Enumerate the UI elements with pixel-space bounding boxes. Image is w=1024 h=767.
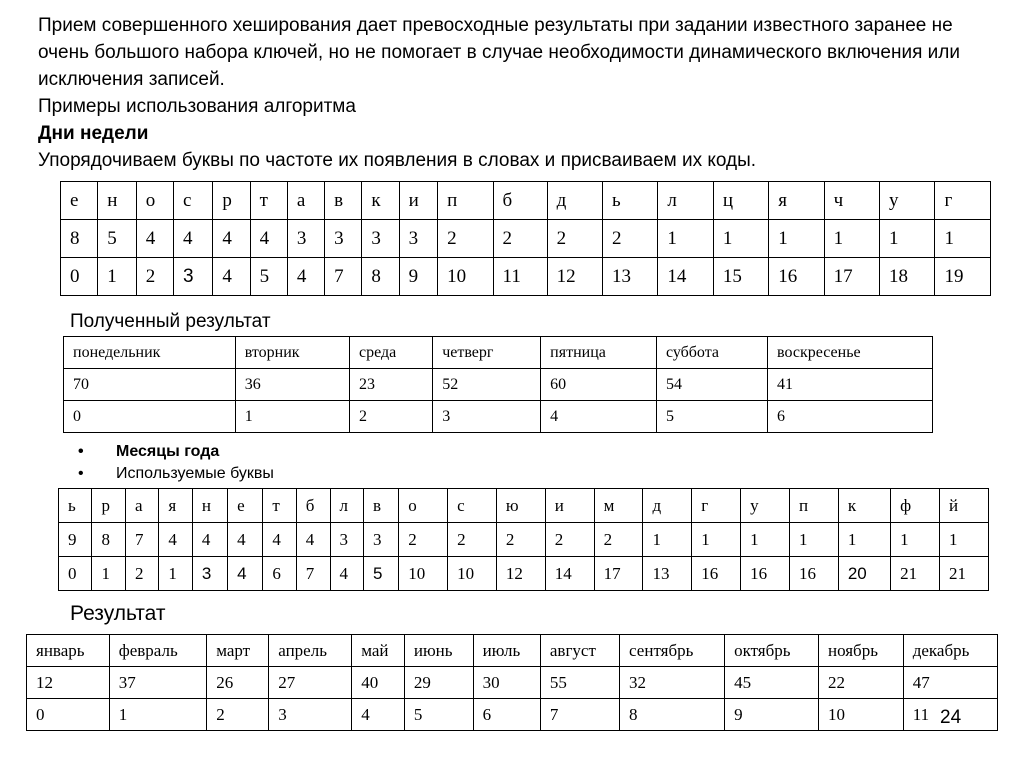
table-cell: 3 [364,523,399,557]
table-cell: 1 [838,523,890,557]
table-cell: июль [473,635,540,667]
table-cell: 5 [364,557,399,591]
table-cell: 3 [192,557,227,591]
table-cell: 60 [541,369,657,401]
table-cell: 9 [725,699,819,731]
bullet-used-letters: • Используемые буквы [78,463,274,485]
table-cell: 4 [228,523,263,557]
table-cell: 7 [540,699,619,731]
table-cell: 54 [656,369,767,401]
intro-text [38,12,998,174]
table-cell: 4 [159,523,192,557]
weekday-result-caption: Полученный результат [70,311,271,332]
bullet-list [78,441,274,485]
table-cell: понедельник [64,337,236,369]
table-cell: 2 [545,523,594,557]
table-cell: а [125,489,158,523]
table-cell: 12 [496,557,545,591]
table-cell: 4 [541,401,657,433]
table-cell: н [98,182,137,220]
table-cell: 0 [59,557,92,591]
table-cell: я [159,489,192,523]
table-cell: 1 [769,220,824,258]
table-cell: 19 [935,258,991,296]
table-cell: я [769,182,824,220]
table-cell: 18 [880,258,935,296]
table-cell: б [493,182,547,220]
table-cell: 2 [399,523,448,557]
table-cell: 2 [438,220,493,258]
table-cell: у [880,182,935,220]
table-cell: 4 [213,220,250,258]
table-cell: 0 [64,401,236,433]
table-cell: январь [27,635,110,667]
table-cell: 37 [109,667,207,699]
table-cell: 3 [362,220,399,258]
table-cell: д [547,182,602,220]
table-cell: и [545,489,594,523]
table-cell: г [935,182,991,220]
table-cell: ь [603,182,658,220]
table-cell: 14 [658,258,713,296]
weekdays-heading: Дни недели [38,123,149,144]
table-cell: 36 [235,369,349,401]
code-row [59,557,989,591]
index-row [27,699,998,731]
table-cell: воскресенье [768,337,933,369]
table-cell: 3 [287,220,324,258]
table-cell: 1 [741,523,790,557]
table-cell: 5 [656,401,767,433]
table-cell: апрель [269,635,352,667]
table-cell: 32 [620,667,725,699]
table-cell: 4 [263,523,296,557]
month-name-row [27,635,998,667]
table-cell: 2 [594,523,643,557]
examples-heading: Примеры использования алгоритма [38,96,356,117]
table-cell: 55 [540,667,619,699]
index-row [64,401,933,433]
table-cell: 1 [935,220,991,258]
month-letter-table [58,488,989,591]
table-cell: 6 [263,557,296,591]
table-cell: октябрь [725,635,819,667]
table-cell: 7 [296,557,330,591]
weekday-letter-table [60,181,991,296]
table-cell: 16 [741,557,790,591]
table-cell: к [838,489,890,523]
table-cell: в [364,489,399,523]
table-cell: 4 [330,557,363,591]
table-cell: 4 [213,258,250,296]
table-cell: 7 [325,258,362,296]
ordering-description: Упорядочиваем буквы по частоте их появления в словах и присваиваем их коды. [38,150,757,171]
table-cell: е [61,182,98,220]
table-cell: 1 [159,557,192,591]
table-cell: 2 [547,220,602,258]
table-cell: 2 [603,220,658,258]
table-cell: март [207,635,269,667]
table-cell: февраль [109,635,207,667]
month-result-table [26,634,998,731]
table-cell: 21 [939,557,988,591]
table-cell: 1 [824,220,879,258]
table-cell: 10 [448,557,497,591]
table-cell: вторник [235,337,349,369]
table-cell: суббота [656,337,767,369]
table-cell: 1 [891,523,940,557]
table-cell: 2 [125,557,158,591]
table-cell: август [540,635,619,667]
table-cell: 3 [433,401,541,433]
table-cell: к [362,182,399,220]
table-cell: 4 [174,220,213,258]
table-cell: 3 [330,523,363,557]
table-cell: н [192,489,227,523]
table-cell: 4 [250,220,287,258]
table-cell: среда [349,337,432,369]
frequency-row [59,523,989,557]
table-cell: 70 [64,369,236,401]
table-cell: 17 [824,258,879,296]
table-cell: 8 [61,220,98,258]
table-cell: декабрь [903,635,997,667]
table-cell: 4 [287,258,324,296]
table-cell: 27 [269,667,352,699]
table-cell: 4 [352,699,405,731]
table-cell: ь [59,489,92,523]
table-cell: 45 [725,667,819,699]
table-cell: 16 [769,258,824,296]
bullet-months: • Месяцы года [78,441,274,463]
table-cell: ноябрь [818,635,903,667]
table-cell: 2 [448,523,497,557]
table-cell: ф [891,489,940,523]
table-cell: 14 [545,557,594,591]
table-cell: 4 [136,220,173,258]
table-cell: 1 [109,699,207,731]
table-cell: 52 [433,369,541,401]
table-cell: с [174,182,213,220]
table-cell: 3 [325,220,362,258]
table-cell: е [228,489,263,523]
table-cell: 1 [643,523,692,557]
table-cell: 13 [643,557,692,591]
table-cell: 1 [692,523,741,557]
table-cell: 8 [620,699,725,731]
table-cell: 1 [880,220,935,258]
table-cell: п [438,182,493,220]
table-cell: 3 [399,220,438,258]
table-cell: 8 [92,523,125,557]
table-cell: 12 [547,258,602,296]
table-cell: 2 [136,258,173,296]
table-cell: 2 [207,699,269,731]
table-cell: л [330,489,363,523]
table-cell: 10 [399,557,448,591]
table-cell: 9 [399,258,438,296]
table-cell: 20 [838,557,890,591]
table-cell: ю [496,489,545,523]
table-cell: 10 [438,258,493,296]
table-cell: 3 [174,258,213,296]
table-cell: 22 [818,667,903,699]
table-cell: р [213,182,250,220]
table-cell: 2 [493,220,547,258]
table-cell: т [250,182,287,220]
table-cell: ц [713,182,768,220]
table-cell: 41 [768,369,933,401]
table-cell: д [643,489,692,523]
table-cell: 1 [235,401,349,433]
table-cell: 26 [207,667,269,699]
table-cell: 11 [903,699,997,731]
table-cell: г [692,489,741,523]
sum-row [27,667,998,699]
table-cell: 0 [61,258,98,296]
sum-row [64,369,933,401]
table-cell: 40 [352,667,405,699]
table-cell: четверг [433,337,541,369]
table-cell: 16 [789,557,838,591]
table-cell: 4 [228,557,263,591]
table-cell: 8 [362,258,399,296]
table-cell: т [263,489,296,523]
table-cell: о [399,489,448,523]
table-cell: 4 [192,523,227,557]
table-cell: 1 [713,220,768,258]
table-cell: 2 [496,523,545,557]
table-cell: 1 [789,523,838,557]
weekday-result-table [63,336,933,433]
table-cell: 15 [713,258,768,296]
table-cell: й [939,489,988,523]
table-cell: л [658,182,713,220]
table-cell: 1 [98,258,137,296]
table-cell: май [352,635,405,667]
day-name-row [64,337,933,369]
table-cell: 1 [92,557,125,591]
table-cell: 5 [98,220,137,258]
table-cell: б [296,489,330,523]
table-cell: м [594,489,643,523]
table-cell: и [399,182,438,220]
page-number: 24 [940,707,962,728]
table-cell: 2 [349,401,432,433]
table-cell: 1 [939,523,988,557]
table-cell: ч [824,182,879,220]
table-cell: 5 [404,699,473,731]
table-cell: июнь [404,635,473,667]
table-cell: 30 [473,667,540,699]
table-cell: 13 [603,258,658,296]
table-cell: 17 [594,557,643,591]
intro-paragraph: Прием совершенного хеширования дает превосходные результаты при задании известного заранее не очень большого набора ключей, но не помогает в случае необходимости динамического включения или исключения записей. [38,15,960,90]
table-cell: 10 [818,699,903,731]
table-cell: 0 [27,699,110,731]
table-cell: а [287,182,324,220]
table-cell: 12 [27,667,110,699]
table-cell: 9 [59,523,92,557]
letter-row [59,489,989,523]
table-cell: 6 [768,401,933,433]
table-cell: пятница [541,337,657,369]
table-cell: 11 [493,258,547,296]
table-cell: 5 [250,258,287,296]
code-row [61,258,991,296]
frequency-row [61,220,991,258]
letter-row [61,182,991,220]
table-cell: 47 [903,667,997,699]
table-cell: 6 [473,699,540,731]
month-result-caption: Результат [70,602,166,625]
table-cell: с [448,489,497,523]
table-cell: сентябрь [620,635,725,667]
table-cell: в [325,182,362,220]
table-cell: 29 [404,667,473,699]
table-cell: 7 [125,523,158,557]
table-cell: 16 [692,557,741,591]
table-cell: 21 [891,557,940,591]
table-cell: р [92,489,125,523]
table-cell: 3 [269,699,352,731]
table-cell: п [789,489,838,523]
table-cell: 23 [349,369,432,401]
table-cell: о [136,182,173,220]
table-cell: 4 [296,523,330,557]
table-cell: у [741,489,790,523]
table-cell: 1 [658,220,713,258]
